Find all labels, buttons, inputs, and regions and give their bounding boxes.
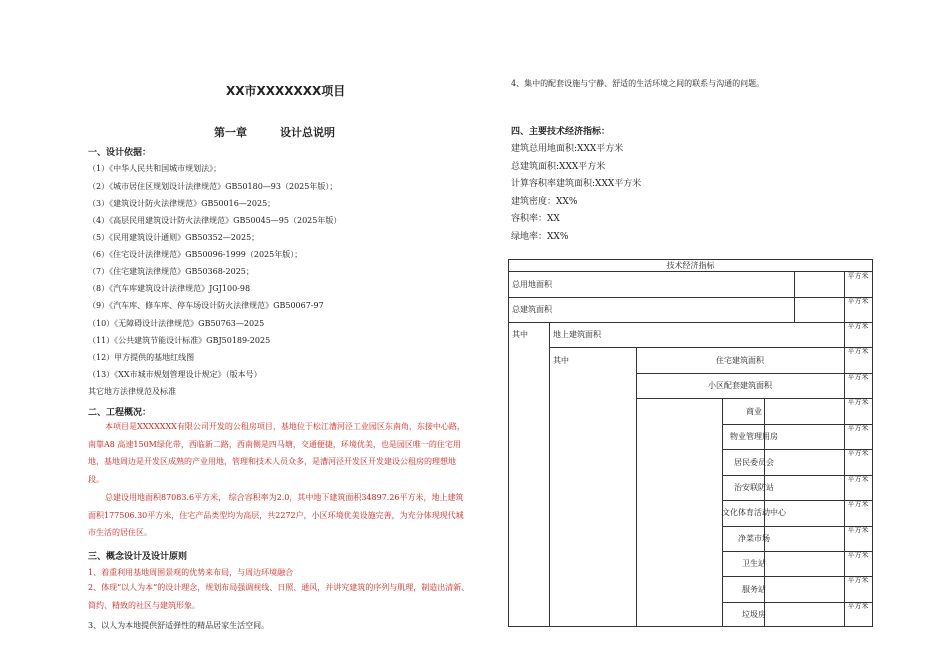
basis-item: （13）《XX市城市规划管理设计规定》（版本号） (88, 370, 262, 379)
table-row-label: 总建筑面积 (512, 305, 552, 314)
basis-item: （11）《公共建筑节能设计标准》GBJ50189-2025 (88, 336, 271, 345)
principle-item: 2、体现“以人为本”的设计理念，规划布局强调视线、日照、通风，并讲究建筑的序列与肌理，制造出清新、简约、精致的社区与建筑形象。 (88, 583, 470, 610)
section-heading-indicators: 四、主要技术经济指标： (511, 127, 611, 137)
basis-item: （1）《中华人民共和国城市规划法》； (88, 164, 222, 173)
basis-item: （2）《城市居住区规划设计法律规范》GB50180—93（2025年版）； (88, 182, 338, 191)
table-facility-item: 服务站 (742, 584, 766, 594)
basis-item: （8）《汽车库建筑设计法律规范》JGJ100-98 (88, 284, 251, 293)
section-heading-principles: 三、概念设计及设计原则 (88, 552, 188, 562)
basis-item: （6）《住宅设计法律规范》GB50096-1999（2025年版）； (88, 250, 303, 259)
table-unit: 平方米 (847, 526, 869, 534)
chapter-title: 第一章 设计总说明 (214, 126, 335, 139)
project-title: XX市XXXXXXX项目 (226, 84, 346, 98)
overview-paragraph-2: 总建设用地面积87083.6平方米， 综合容积率为2.0，其中地下建筑面积34897.26平方米，地上建筑面积177506.30平方米，住宅产品类型均为高层，共2272户，小区环境优美设施完善，为充分体现现代城市生活的居住区。 (88, 493, 464, 538)
section-heading-design-basis: 一、设计依据： (88, 148, 152, 158)
basis-item: （9）《汽车库、修车库、停车场设计防火法律规范》GB50067-97 (88, 301, 324, 310)
table-facility-item: 物业管理用房 (730, 432, 778, 441)
table-row-label: 住宅建筑面积 (716, 355, 764, 365)
table-unit: 平方米 (847, 551, 869, 559)
table-unit: 平方米 (847, 475, 869, 483)
principle-item: 1、着重利用基地周围景观的优势来布局，与周边环境融合 (88, 568, 294, 577)
table-row-label: 地上建筑面积 (553, 330, 601, 339)
table-unit: 平方米 (847, 373, 869, 381)
principle-item: 4、集中的配套设施与宁静、舒适的生活环境之间的联系与沟通的问题。 (511, 79, 765, 88)
table-title: 技术经济指标 (666, 260, 715, 270)
basis-item: （3）《建筑设计防火法律规范》GB50016—2025； (88, 199, 276, 208)
basis-item: （7）《住宅建筑法律规范》GB50368-2025； (88, 267, 254, 276)
metric-item: 建筑总用地面积:XXX平方米 (511, 144, 624, 154)
table-unit: 平方米 (847, 297, 869, 305)
table-group-label: 其中 (553, 355, 569, 365)
basis-item: （4）《高层民用建筑设计防火法律规范》GB50045—95（2025年版） (88, 216, 342, 225)
table-unit: 平方米 (847, 500, 869, 508)
table-row-label: 总用地面积 (512, 279, 552, 289)
metric-item: 总建筑面积:XXX平方米 (511, 162, 606, 172)
basis-item: 其它地方法律规范及标准 (88, 387, 176, 396)
metric-item: 建筑密度：XX% (511, 197, 578, 207)
basis-item: （10）《无障碍设计法律规范》GB50763—2025 (88, 319, 265, 328)
principle-item: 3、以人为本地提供舒适弹性的精品居家生活空间。 (88, 621, 270, 630)
metric-item: 容积率：XX (511, 214, 560, 224)
table-unit: 平方米 (847, 322, 869, 330)
table-group-label: 其中 (512, 330, 528, 339)
table-unit: 平方米 (847, 576, 869, 584)
table-unit: 平方米 (847, 398, 869, 406)
table-row-label: 小区配套建筑面积 (708, 381, 772, 390)
table-unit: 平方米 (847, 424, 869, 432)
table-unit: 平方米 (847, 449, 869, 457)
basis-item: （5）《民用建筑设计通则》GB50352—2025； (88, 233, 260, 242)
table-unit: 平方米 (847, 347, 869, 355)
table-facility-item: 商业 (746, 406, 762, 416)
metric-item: 绿地率：XX% (511, 232, 569, 242)
table-unit: 平方米 (847, 272, 869, 280)
table-facility-item: 治安联防站 (734, 483, 774, 492)
table-facility-item: 居民委员会 (734, 457, 774, 467)
basis-item: （12）甲方提供的基地红线图 (88, 353, 195, 362)
table-frame (508, 259, 873, 627)
table-facility-item: 净菜市场 (738, 534, 770, 543)
section-heading-overview: 二、工程概况： (88, 408, 152, 418)
overview-paragraph-1: 本项目是XXXXXXX有限公司开发的公租房项目，基地位于松江漕河泾工业园区东南角，东接中心路，南靠A8 高速150M绿化带，西临新二路，西南侧是四马塘，交通便捷，环境优美，也是园区唯一的住宅用地，基地周边是开发区成熟的产业用地，管理和技术人员众多，是漕河泾开发区开发建设公租房的理想地段。 (88, 422, 465, 485)
table-facility-item: 文化体育活动中心 (722, 508, 786, 517)
table-unit: 平方米 (847, 602, 869, 610)
metric-item: 计算容积率建筑面积:XXX平方米 (511, 179, 642, 189)
table-facility-item: 卫生站 (742, 559, 766, 568)
table-facility-item: 垃圾房 (742, 610, 766, 619)
